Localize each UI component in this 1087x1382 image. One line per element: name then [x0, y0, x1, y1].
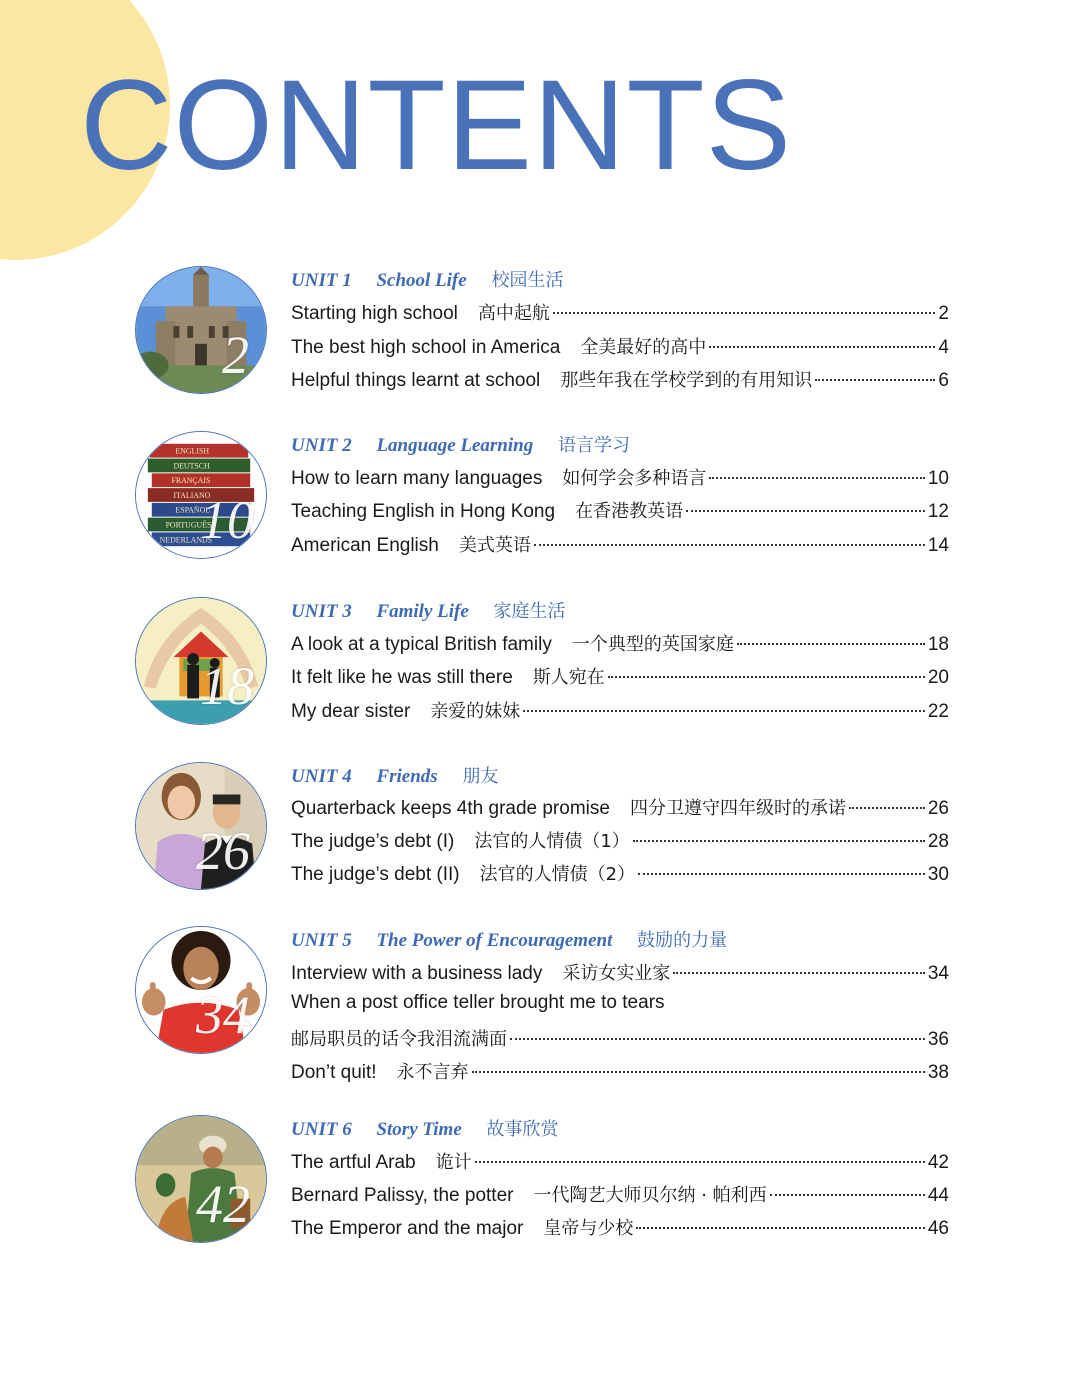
toc-entry[interactable]: [291, 663, 949, 689]
entry-page: 2: [938, 303, 949, 324]
dot-leader: [523, 710, 925, 712]
toc-entry[interactable]: [291, 630, 949, 656]
toc-entry[interactable]: [291, 827, 949, 853]
entry-title: My dear sister: [291, 701, 411, 722]
entry-title-cn: 全美最好的高中: [580, 337, 707, 358]
entry-title-cn: 一代陶艺大师贝尔纳 · 帕利西: [533, 1185, 767, 1206]
entry-page: 10: [927, 468, 949, 489]
book-spine-label: DEUTSCH: [173, 461, 210, 471]
dot-leader: [475, 1161, 925, 1163]
entry-title: Don’t quit!: [291, 1062, 377, 1083]
unit-2-heading: [291, 431, 630, 457]
unit-2-page-badge: 10: [200, 490, 254, 550]
book-spine-label: PORTUGUÊS: [165, 520, 212, 530]
toc-entry[interactable]: [291, 464, 949, 490]
toc-entry[interactable]: [291, 497, 949, 523]
dot-leader: [709, 477, 924, 479]
entry-page: 22: [927, 701, 949, 722]
toc-entry-line-2[interactable]: [291, 1025, 949, 1051]
book-spine-label: NEDERLANDS: [159, 535, 213, 545]
entry-title: The artful Arab: [291, 1152, 416, 1173]
entry-title: Bernard Palissy, the potter: [291, 1185, 514, 1206]
dot-leader: [815, 379, 935, 381]
toc-entry[interactable]: [291, 860, 949, 886]
entry-title-cn: 法官的人情债（2）: [479, 864, 636, 885]
toc-entry[interactable]: [291, 1214, 949, 1240]
unit-5-page-badge: 34: [196, 985, 250, 1045]
unit-4-heading: [291, 762, 498, 788]
entry-title: How to learn many languages: [291, 468, 543, 489]
entry-page: 6: [938, 370, 949, 391]
toc-entry[interactable]: [291, 697, 949, 723]
toc-entry[interactable]: [291, 1058, 949, 1084]
entry-page: 14: [927, 535, 949, 556]
entry-page: 30: [927, 864, 949, 885]
entry-title-cn: 如何学会多种语言: [562, 468, 707, 489]
dot-leader: [686, 510, 925, 512]
entry-title-cn: 高中起航: [477, 303, 550, 324]
unit-number: UNIT 1: [291, 270, 352, 291]
toc-entry[interactable]: [291, 1181, 949, 1207]
book-spine-label: ITALIANO: [173, 490, 211, 500]
entry-title: The Emperor and the major: [291, 1218, 524, 1239]
toc-entry[interactable]: [291, 333, 949, 359]
toc-entry[interactable]: [291, 299, 949, 325]
entry-title-cn: 一个典型的英国家庭: [571, 634, 734, 655]
dot-leader: [472, 1071, 925, 1073]
unit-number: UNIT 5: [291, 930, 352, 951]
toc-entry-line-1[interactable]: [291, 992, 949, 1018]
unit-number: UNIT 3: [291, 601, 352, 622]
toc-entry[interactable]: [291, 1148, 949, 1174]
unit-name-cn: 家庭生活: [493, 601, 566, 622]
unit-name-cn: 校园生活: [491, 270, 564, 291]
entry-title: American English: [291, 535, 439, 556]
entry-title: When a post office teller brought me to tears: [291, 992, 665, 1013]
entry-title-cn: 采访女实业家: [562, 963, 671, 984]
unit-1-heading: [291, 266, 563, 292]
toc-entry[interactable]: [291, 959, 949, 985]
unit-name: School Life: [376, 270, 467, 291]
entry-title: The judge’s debt (I): [291, 831, 455, 852]
dot-leader: [510, 1038, 925, 1040]
entry-title-cn: 美式英语: [458, 535, 531, 556]
dot-leader: [849, 807, 925, 809]
entry-title: Helpful things learnt at school: [291, 370, 541, 391]
unit-name-cn: 朋友: [462, 766, 499, 787]
entry-page: 46: [927, 1218, 949, 1239]
entry-title: Starting high school: [291, 303, 458, 324]
entry-title: Teaching English in Hong Kong: [291, 501, 556, 522]
entry-page: 18: [927, 634, 949, 655]
entry-title: It felt like he was still there: [291, 667, 513, 688]
dot-leader: [770, 1194, 925, 1196]
entry-page: 28: [927, 831, 949, 852]
unit-6-heading: [291, 1115, 559, 1141]
unit-6-page-badge: 42: [196, 1174, 250, 1234]
unit-name-cn: 鼓励的力量: [637, 930, 728, 951]
book-spine-label: ESPAÑOL: [175, 505, 211, 515]
entry-title-cn: 永不言弃: [396, 1062, 469, 1083]
unit-1-page-badge: 2: [222, 325, 249, 385]
unit-name: Language Learning: [376, 435, 534, 456]
unit-name: The Power of Encouragement: [376, 930, 613, 951]
unit-name: Story Time: [376, 1119, 462, 1140]
unit-3-heading: [291, 597, 566, 623]
entry-title-cn: 诡计: [435, 1152, 472, 1173]
dot-leader: [636, 1227, 925, 1229]
unit-5-heading: [291, 926, 727, 952]
dot-leader: [553, 312, 936, 314]
unit-name-cn: 语言学习: [557, 435, 630, 456]
unit-number: UNIT 6: [291, 1119, 352, 1140]
toc-entry[interactable]: [291, 794, 949, 820]
entry-page: 36: [927, 1029, 949, 1050]
entry-title: Quarterback keeps 4th grade promise: [291, 798, 610, 819]
dot-leader: [608, 676, 925, 678]
dot-leader: [633, 840, 925, 842]
unit-number: UNIT 4: [291, 766, 352, 787]
entry-title: The best high school in America: [291, 337, 561, 358]
unit-name: Family Life: [376, 601, 469, 622]
entry-title: A look at a typical British family: [291, 634, 552, 655]
entry-title-cn: 皇帝与少校: [543, 1218, 634, 1239]
page-title: CONTENTS: [80, 54, 792, 197]
toc-entry[interactable]: [291, 366, 949, 392]
entry-page: 44: [927, 1185, 949, 1206]
entry-title-cn: 在香港教英语: [575, 501, 684, 522]
entry-page: 38: [927, 1062, 949, 1083]
entry-title-cn: 四分卫遵守四年级时的承诺: [629, 798, 846, 819]
entry-page: 42: [927, 1152, 949, 1173]
entry-page: 20: [927, 667, 949, 688]
entry-title-cn: 法官的人情债（1）: [474, 831, 630, 852]
unit-4-page-badge: 26: [196, 821, 250, 881]
dot-leader: [673, 972, 925, 974]
dot-leader: [534, 544, 925, 546]
entry-title-cn: 斯人宛在: [532, 667, 605, 688]
toc-entry[interactable]: [291, 531, 949, 557]
entry-title: The judge’s debt (II): [291, 864, 460, 885]
book-spine-label: ENGLISH: [175, 446, 210, 456]
entry-title-cn: 那些年我在学校学到的有用知识: [560, 370, 813, 391]
entry-title-cn: 邮局职员的话令我泪流满面: [291, 1029, 507, 1050]
unit-name: Friends: [376, 766, 438, 787]
entry-title: Interview with a business lady: [291, 963, 543, 984]
book-spine-label: FRANÇAIS: [171, 476, 211, 486]
dot-leader: [709, 346, 935, 348]
entry-page: 34: [927, 963, 949, 984]
entry-page: 26: [927, 798, 949, 819]
dot-leader: [638, 873, 925, 875]
entry-page: 4: [938, 337, 949, 358]
unit-name-cn: 故事欣赏: [486, 1119, 559, 1140]
dot-leader: [737, 643, 925, 645]
entry-page: 12: [927, 501, 949, 522]
unit-3-page-badge: 18: [200, 656, 254, 716]
entry-title-cn: 亲爱的妹妹: [430, 701, 521, 722]
unit-number: UNIT 2: [291, 435, 352, 456]
